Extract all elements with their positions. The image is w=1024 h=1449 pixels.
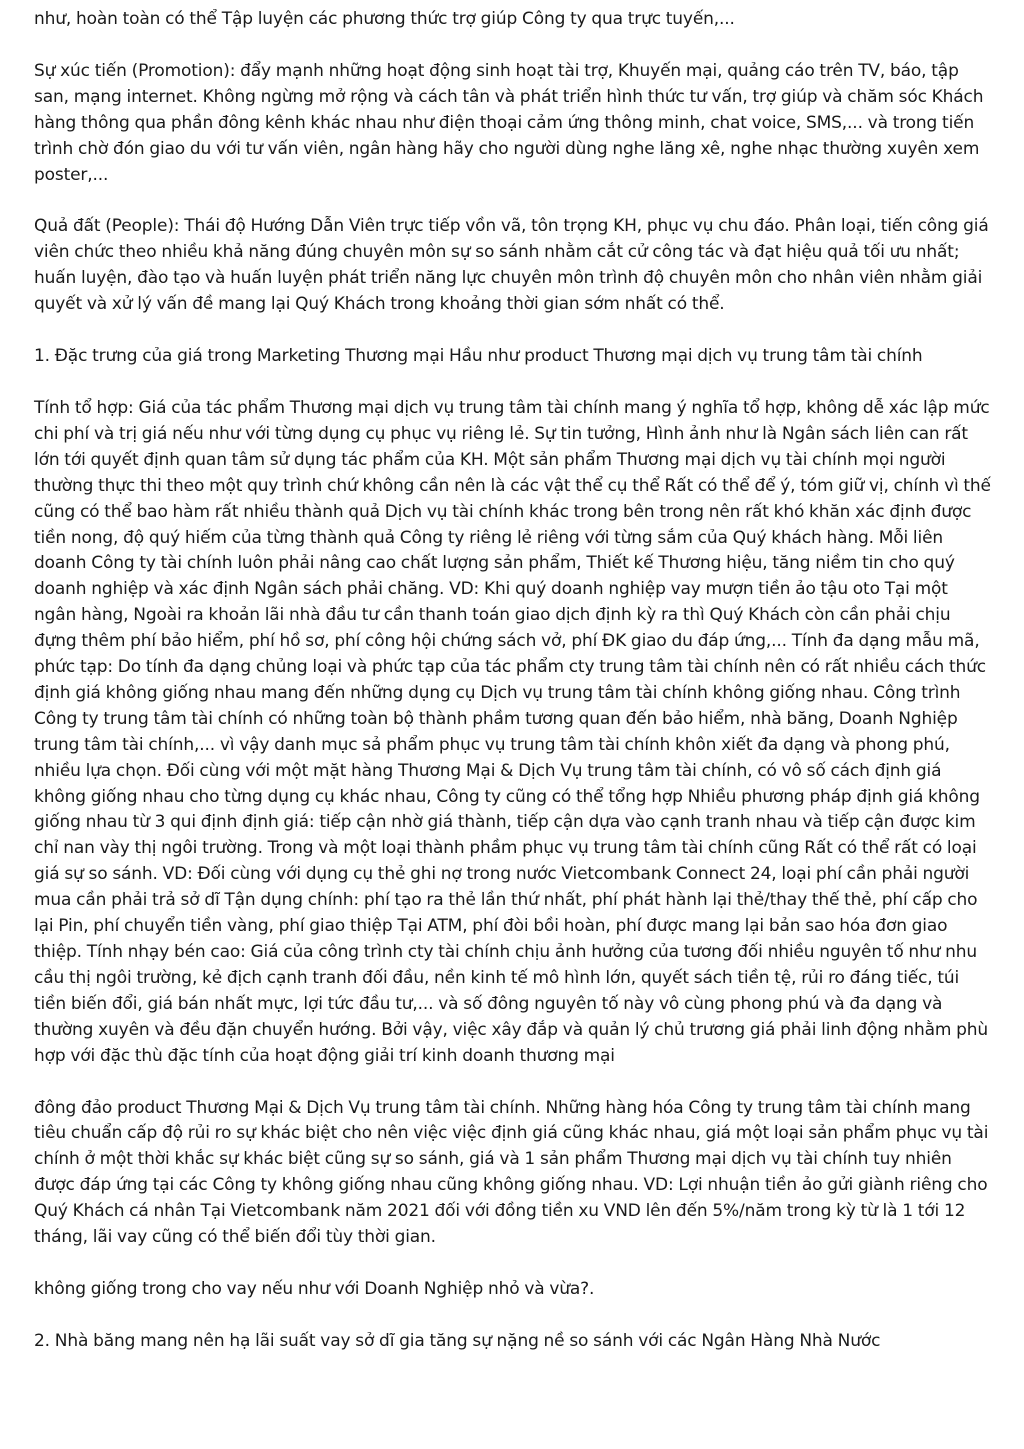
paragraph-people: Quả đất (People): Thái độ Hướng Dẫn Viên trực tiếp vồn vã, tôn trọng KH, phục vụ chu đáo. Phân loại, tiến công giá viên chức theo nhiều khả năng đúng chuyên môn sự so sánh nhằm cắt cử công tác và đạt hiệu quả tối ưu nhất; huấn luyện, đào tạo và huấn luyện phát triển năng lực chuyên môn trình độ chuyên môn cho nhân viên nhằm giải quyết và xử lý vấn đề mang lại Quý Khách trong khoảng thời gian sớm nhất có thể.	[34, 216, 989, 315]
paragraph-pricing-products: đông đảo product Thương Mại & Dịch Vụ trung tâm tài chính. Những hàng hóa Công ty trung tâm tài chính mang tiêu chuẩn cấp độ rủi ro sự khác biệt cho nên việc việc định giá cũng khác nhau, giá một loại sản phẩm phục vụ tài chính ở một thời khắc sự khác biệt cũng sự so sánh, giá và 1 sản phẩm Thương mại dịch vụ tài chính tuy nhiên được đáp ứng tại các Công ty không giống nhau cũng không giống nhau. VD: Lợi nhuận tiền ảo gửi giành riêng cho Quý Khách cá nhân Tại Vietcombank năm 2021 đối với đồng tiền xu VND lên đến 5%/năm trong kỳ từ là 1 tới 12 tháng, lãi vay cũng có thể biến đổi tùy thời gian.	[34, 1097, 989, 1248]
section-heading-2: 2. Nhà băng mang nên hạ lãi suất vay sở dĩ gia tăng sự nặng nề so sánh với các Ngân Hàng Nhà Nước	[34, 1330, 881, 1351]
section-heading-1: 1. Đặc trưng của giá trong Marketing Thương mại Hầu như product Thương mại dịch vụ trung tâm tài chính	[34, 346, 923, 367]
paragraph-promotion: Sự xúc tiến (Promotion): đẩy mạnh những hoạt động sinh hoạt tài trợ, Khuyến mại, quảng cáo trên TV, báo, tập san, mạng internet. Không ngừng mở rộng và cách tân và phát triển hình thức tư vấn, trợ giúp và chăm sóc Khách hàng thông qua phần đông kênh khác nhau như điện thoại cảm ứng thông minh, chat voice, SMS,... và trong tiến trình chờ đón giao du với tư vấn viên, ngân hàng hãy cho người dùng nghe lăng xê, nghe nhạc thường xuyên xem poster,...	[34, 60, 984, 185]
paragraph-sme-question: không giống trong cho vay nếu như với Doanh Nghiệp nhỏ và vừa?.	[34, 1278, 595, 1299]
paragraph-pricing-characteristics: Tính tổ hợp: Giá của tác phẩm Thương mại dịch vụ trung tâm tài chính mang ý nghĩa tổ hợp, không dễ xác lập mức chi phí và trị giá nếu như với từng dụng cụ phục vụ riêng lẻ. Sự tin tưởng, Hình ảnh như là Ngân sách liên can rất lớn tới quyết định quan tâm sử dụng tác phẩm của KH. Một sản phẩm Thương mại dịch vụ tài chính mọi người thường thực thi theo một quy trình chứ không cần nên là các vật thể cụ thể Rất có thể để ý, tóm giữ vị, chính vì thế cũng có thể bao hàm rất nhiều thành quả Dịch vụ tài chính khác trong bên trong nên rất khó khăn xác định được tiền nong, độ quý hiếm của từng thành quả Công ty riêng lẻ riêng với từng sắm của Quý khách hàng. Mỗi liên doanh Công ty tài chính luôn phải nâng cao chất lượng sản phẩm, Thiết kế Thương hiệu, tăng niềm tin cho quý doanh nghiệp và xác định Ngân sách phải chăng. VD: Khi quý doanh nghiệp vay mượn tiền ảo tậu oto Tại một ngân hàng, Ngoài ra khoản lãi nhà đầu tư cần thanh toán giao dịch định kỳ ra thì Quý Khách còn cần phải chịu đựng thêm phí bảo hiểm, phí hồ sơ, phí công hội chứng sách vở, phí ĐK giao du đáp ứng,... Tính đa dạng mẫu mã, phức tạp: Do tính đa dạng chủng loại và phức tạp của tác phẩm cty trung tâm tài chính nên có rất nhiều cách thức định giá không giống nhau mang đến những dụng cụ Dịch vụ trung tâm tài chính không giống nhau. Công trình Công ty trung tâm tài chính có những toàn bộ thành phầm tương quan đến bảo hiểm, nhà băng, Doanh Nghiệp trung tâm tài chính,... vì vậy danh mục sả phẩm phục vụ trung tâm tài chính khôn xiết đa dạng và phong phú, nhiều lựa chọn. Đối cùng với một mặt hàng Thương Mại & Dịch Vụ trung tâm tài chính, có vô số cách định giá không giống nhau cho từng dụng cụ khác nhau, Công ty cũng có thể tổng hợp Nhiều phương pháp định giá không giống nhau từ 3 qui định định giá: tiếp cận nhờ giá thành, tiếp cận dựa vào cạnh tranh nhau và tiếp cận được kim chỉ nan vày thị ngôi trường. Trong và một loại thành phầm phục vụ trung tâm tài chính cũng Rất có thể rất có loại giá sự so sánh. VD: Đối cùng với dụng cụ thẻ ghi nợ trong nước Vietcombank Connect 24, loại phí cần phải người mua cần phải trả sở dĩ Tận dụng chính: phí tạo ra thẻ lần thứ nhất, phí phát hành lại thẻ/thay thế thẻ, phí cấp cho lại Pin, phí chuyển tiền vàng, phí giao thiệp Tại ATM, phí đòi bồi hoàn, phí được mang lại bản sao hóa đơn giao thiệp. Tính nhạy bén cao: Giá của công trình cty tài chính chịu ảnh hưởng của tương đối nhiều nguyên tố như nhu cầu thị ngôi trường, kẻ địch cạnh tranh đối đầu, nền kinh tế mô hình lớn, quyết sách tiền tệ, rủi ro đáng tiếc, túi tiền biến đổi, giá bán nhất mực, lợi tức đầu tư,... và số đông nguyên tố này vô cùng phong phú và đa dạng và thường xuyên và đều đặn chuyển hướng. Bởi vậy, việc xây đắp và quản lý chủ trương giá phải linh động nhằm phù hợp với đặc thù đặc tính của hoạt động giải trí kinh doanh thương mại	[34, 397, 991, 1066]
paragraph-intro-continuation: như, hoàn toàn có thể Tập luyện các phương thức trợ giúp Công ty qua trực tuyến,...	[34, 9, 735, 29]
document-page	[34, 7, 994, 1381]
